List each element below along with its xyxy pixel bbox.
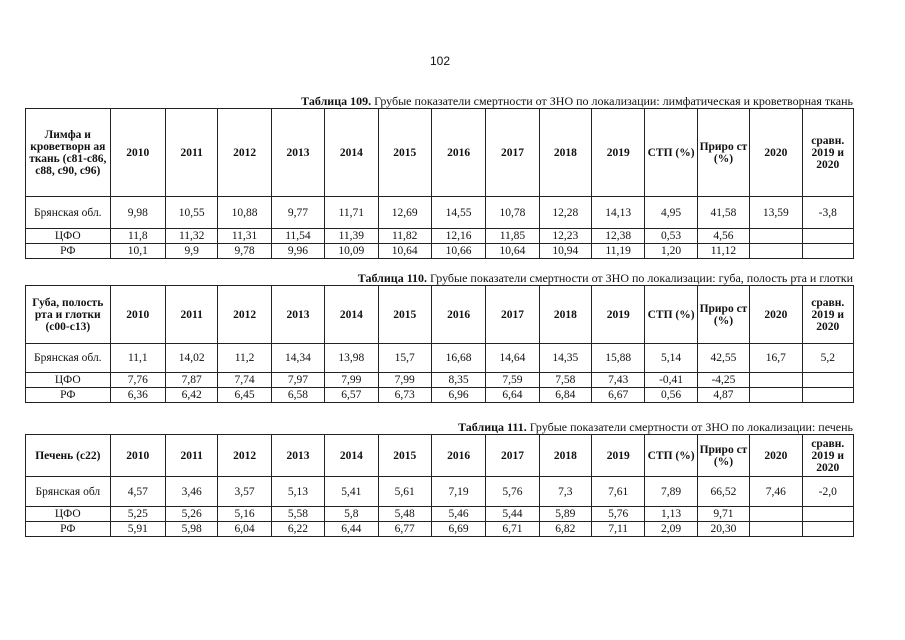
value-cell: -3,8 — [802, 197, 853, 229]
value-cell: 9,71 — [697, 507, 749, 522]
value-cell: 7,43 — [592, 373, 645, 388]
value-cell: 10,94 — [539, 244, 591, 259]
value-cell: 5,98 — [166, 522, 218, 537]
value-cell: 6,36 — [110, 388, 165, 403]
column-header: 2018 — [539, 109, 591, 197]
value-cell: 4,95 — [645, 197, 697, 229]
value-cell: 5,14 — [645, 344, 697, 373]
value-cell: 11,71 — [325, 197, 378, 229]
value-cell: 5,76 — [592, 507, 645, 522]
value-cell: 11,8 — [110, 229, 165, 244]
value-cell: 10,09 — [325, 244, 378, 259]
value-cell: 5,2 — [802, 344, 853, 373]
value-cell: 6,57 — [325, 388, 378, 403]
value-cell: 10,55 — [166, 197, 218, 229]
column-header: 2020 — [750, 435, 802, 477]
table-109-caption — [25, 94, 853, 108]
column-header: 2014 — [325, 109, 378, 197]
value-cell: 0,56 — [645, 388, 697, 403]
value-cell: 9,78 — [218, 244, 271, 259]
value-cell: 5,48 — [378, 507, 431, 522]
value-cell: 5,76 — [486, 477, 539, 507]
value-cell: 6,44 — [325, 522, 378, 537]
column-header: СТП (%) — [645, 286, 697, 344]
table-row — [26, 477, 854, 507]
value-cell: 1,20 — [645, 244, 697, 259]
column-header: 2012 — [218, 435, 271, 477]
column-header: 2019 — [592, 109, 645, 197]
column-header: 2017 — [486, 435, 539, 477]
value-cell: 7,97 — [271, 373, 324, 388]
value-cell: 5,44 — [486, 507, 539, 522]
table-row — [26, 373, 854, 388]
column-header: 2020 — [750, 109, 802, 197]
value-cell: 4,87 — [697, 388, 749, 403]
value-cell: 12,16 — [431, 229, 485, 244]
header-row — [26, 286, 854, 344]
value-cell — [750, 373, 802, 388]
column-header: 2015 — [378, 286, 431, 344]
value-cell: -4,25 — [697, 373, 749, 388]
value-cell: 6,69 — [431, 522, 485, 537]
column-header: 2016 — [431, 286, 485, 344]
table-row — [26, 388, 854, 403]
value-cell: 11,39 — [325, 229, 378, 244]
value-cell: 10,88 — [218, 197, 271, 229]
value-cell: 7,61 — [592, 477, 645, 507]
value-cell: 7,87 — [166, 373, 218, 388]
column-header: 2010 — [110, 286, 165, 344]
value-cell: 5,91 — [110, 522, 165, 537]
column-header: 2018 — [539, 286, 591, 344]
value-cell: 42,55 — [697, 344, 749, 373]
column-header: 2010 — [110, 109, 165, 197]
value-cell: 20,30 — [697, 522, 749, 537]
value-cell — [750, 388, 802, 403]
value-cell: 7,99 — [325, 373, 378, 388]
value-cell: 4,57 — [110, 477, 165, 507]
column-header: 2017 — [486, 286, 539, 344]
value-cell: 11,54 — [271, 229, 324, 244]
value-cell: 5,16 — [218, 507, 271, 522]
table-row — [26, 197, 854, 229]
column-header: 2012 — [218, 109, 271, 197]
value-cell: 15,7 — [378, 344, 431, 373]
column-header: 2012 — [218, 286, 271, 344]
value-cell: 5,41 — [325, 477, 378, 507]
value-cell: -0,41 — [645, 373, 697, 388]
value-cell: 10,64 — [378, 244, 431, 259]
value-cell: -2,0 — [802, 477, 853, 507]
value-cell: 11,31 — [218, 229, 271, 244]
value-cell: 6,96 — [431, 388, 485, 403]
value-cell: 11,2 — [218, 344, 271, 373]
table-111 — [25, 434, 854, 537]
value-cell: 5,26 — [166, 507, 218, 522]
value-cell: 14,55 — [431, 197, 485, 229]
table-109 — [25, 108, 854, 259]
column-header: сравн. 2019 и 2020 — [802, 435, 853, 477]
value-cell: 7,11 — [592, 522, 645, 537]
value-cell: 10,64 — [486, 244, 539, 259]
value-cell: 10,1 — [110, 244, 165, 259]
region-label: РФ — [26, 388, 111, 403]
column-header: 2013 — [271, 435, 324, 477]
value-cell — [750, 522, 802, 537]
value-cell — [750, 229, 802, 244]
value-cell: 6,64 — [486, 388, 539, 403]
column-header: 2018 — [539, 435, 591, 477]
value-cell: 3,46 — [166, 477, 218, 507]
localization-header: Лимфа и кроветворн ая ткань (c81-c86, c88, c90, c96) — [26, 109, 111, 197]
value-cell: 7,46 — [750, 477, 802, 507]
value-cell: 6,58 — [271, 388, 324, 403]
value-cell: 66,52 — [697, 477, 749, 507]
region-label: РФ — [26, 522, 111, 537]
column-header: 2013 — [271, 286, 324, 344]
value-cell: 41,58 — [697, 197, 749, 229]
value-cell: 8,35 — [431, 373, 485, 388]
value-cell — [802, 373, 853, 388]
column-header: 2011 — [166, 109, 218, 197]
column-header: 2011 — [166, 286, 218, 344]
column-header: 2010 — [110, 435, 165, 477]
column-header: сравн. 2019 и 2020 — [802, 109, 853, 197]
value-cell: 11,12 — [697, 244, 749, 259]
table-row — [26, 507, 854, 522]
value-cell: 6,42 — [166, 388, 218, 403]
localization-header: Губа, полость рта и глотки (c00-c13) — [26, 286, 111, 344]
column-header: Приро ст (%) — [697, 109, 749, 197]
value-cell: 11,19 — [592, 244, 645, 259]
value-cell: 1,13 — [645, 507, 697, 522]
value-cell: 5,46 — [431, 507, 485, 522]
table-110 — [25, 285, 854, 403]
table-number: Таблица 109. — [301, 94, 372, 108]
value-cell: 7,99 — [378, 373, 431, 388]
value-cell: 2,09 — [645, 522, 697, 537]
value-cell: 6,73 — [378, 388, 431, 403]
column-header: 2015 — [378, 109, 431, 197]
localization-header: Печень (c22) — [26, 435, 111, 477]
value-cell — [802, 507, 853, 522]
value-cell: 7,3 — [539, 477, 591, 507]
region-label: Брянская обл. — [26, 197, 111, 229]
table-number: Таблица 111. — [458, 420, 527, 434]
table-111-caption — [25, 420, 853, 434]
value-cell: 6,71 — [486, 522, 539, 537]
column-header: 2019 — [592, 435, 645, 477]
column-header: 2017 — [486, 109, 539, 197]
value-cell: 7,19 — [431, 477, 485, 507]
table-title: Грубые показатели смертности от ЗНО по локализации: печень — [526, 420, 853, 434]
header-row — [26, 109, 854, 197]
page-number: 102 — [429, 54, 451, 68]
value-cell: 6,77 — [378, 522, 431, 537]
value-cell: 12,38 — [592, 229, 645, 244]
value-cell: 12,23 — [539, 229, 591, 244]
value-cell: 13,98 — [325, 344, 378, 373]
value-cell: 12,28 — [539, 197, 591, 229]
value-cell: 15,88 — [592, 344, 645, 373]
table-row — [26, 244, 854, 259]
column-header: 2016 — [431, 435, 485, 477]
value-cell: 9,96 — [271, 244, 324, 259]
value-cell: 14,35 — [539, 344, 591, 373]
table-row — [26, 344, 854, 373]
region-label: РФ — [26, 244, 111, 259]
column-header: 2019 — [592, 286, 645, 344]
region-label: ЦФО — [26, 373, 111, 388]
column-header: Приро ст (%) — [697, 435, 749, 477]
value-cell: 9,77 — [271, 197, 324, 229]
value-cell: 5,61 — [378, 477, 431, 507]
value-cell: 11,82 — [378, 229, 431, 244]
region-label: Брянская обл — [26, 477, 111, 507]
value-cell: 5,58 — [271, 507, 324, 522]
column-header: 2015 — [378, 435, 431, 477]
value-cell: 10,78 — [486, 197, 539, 229]
value-cell: 7,59 — [486, 373, 539, 388]
value-cell: 5,25 — [110, 507, 165, 522]
value-cell: 11,1 — [110, 344, 165, 373]
value-cell: 11,85 — [486, 229, 539, 244]
header-row — [26, 435, 854, 477]
value-cell: 5,13 — [271, 477, 324, 507]
column-header: СТП (%) — [645, 435, 697, 477]
value-cell — [802, 229, 853, 244]
value-cell — [802, 388, 853, 403]
value-cell: 13,59 — [750, 197, 802, 229]
value-cell: 5,8 — [325, 507, 378, 522]
value-cell: 6,22 — [271, 522, 324, 537]
value-cell: 14,13 — [592, 197, 645, 229]
value-cell: 4,56 — [697, 229, 749, 244]
column-header: СТП (%) — [645, 109, 697, 197]
value-cell: 10,66 — [431, 244, 485, 259]
column-header: Приро ст (%) — [697, 286, 749, 344]
value-cell: 6,04 — [218, 522, 271, 537]
value-cell: 11,32 — [166, 229, 218, 244]
table-number: Таблица 110. — [357, 271, 428, 285]
value-cell: 7,89 — [645, 477, 697, 507]
value-cell: 14,34 — [271, 344, 324, 373]
value-cell: 6,45 — [218, 388, 271, 403]
value-cell: 7,74 — [218, 373, 271, 388]
column-header: 2013 — [271, 109, 324, 197]
value-cell: 14,64 — [486, 344, 539, 373]
value-cell: 12,69 — [378, 197, 431, 229]
region-label: Брянская обл. — [26, 344, 111, 373]
value-cell: 7,76 — [110, 373, 165, 388]
column-header: 2014 — [325, 435, 378, 477]
column-header: 2020 — [750, 286, 802, 344]
column-header: 2014 — [325, 286, 378, 344]
value-cell: 14,02 — [166, 344, 218, 373]
table-row — [26, 522, 854, 537]
column-header: 2016 — [431, 109, 485, 197]
table-row — [26, 229, 854, 244]
column-header: сравн. 2019 и 2020 — [802, 286, 853, 344]
column-header: 2011 — [166, 435, 218, 477]
value-cell: 9,98 — [110, 197, 165, 229]
value-cell: 6,84 — [539, 388, 591, 403]
value-cell — [802, 522, 853, 537]
value-cell — [750, 244, 802, 259]
value-cell: 16,7 — [750, 344, 802, 373]
table-title: Грубые показатели смертности от ЗНО по локализации: губа, полость рта и глотки — [427, 271, 853, 285]
region-label: ЦФО — [26, 229, 111, 244]
table-title: Грубые показатели смертности от ЗНО по локализации: лимфатическая и кроветворная ткань — [371, 94, 853, 108]
region-label: ЦФО — [26, 507, 111, 522]
value-cell: 16,68 — [431, 344, 485, 373]
value-cell — [750, 507, 802, 522]
value-cell: 0,53 — [645, 229, 697, 244]
table-110-caption — [25, 271, 853, 285]
value-cell: 6,82 — [539, 522, 591, 537]
value-cell: 6,67 — [592, 388, 645, 403]
value-cell: 3,57 — [218, 477, 271, 507]
value-cell: 9,9 — [166, 244, 218, 259]
value-cell: 5,89 — [539, 507, 591, 522]
value-cell: 7,58 — [539, 373, 591, 388]
value-cell — [802, 244, 853, 259]
